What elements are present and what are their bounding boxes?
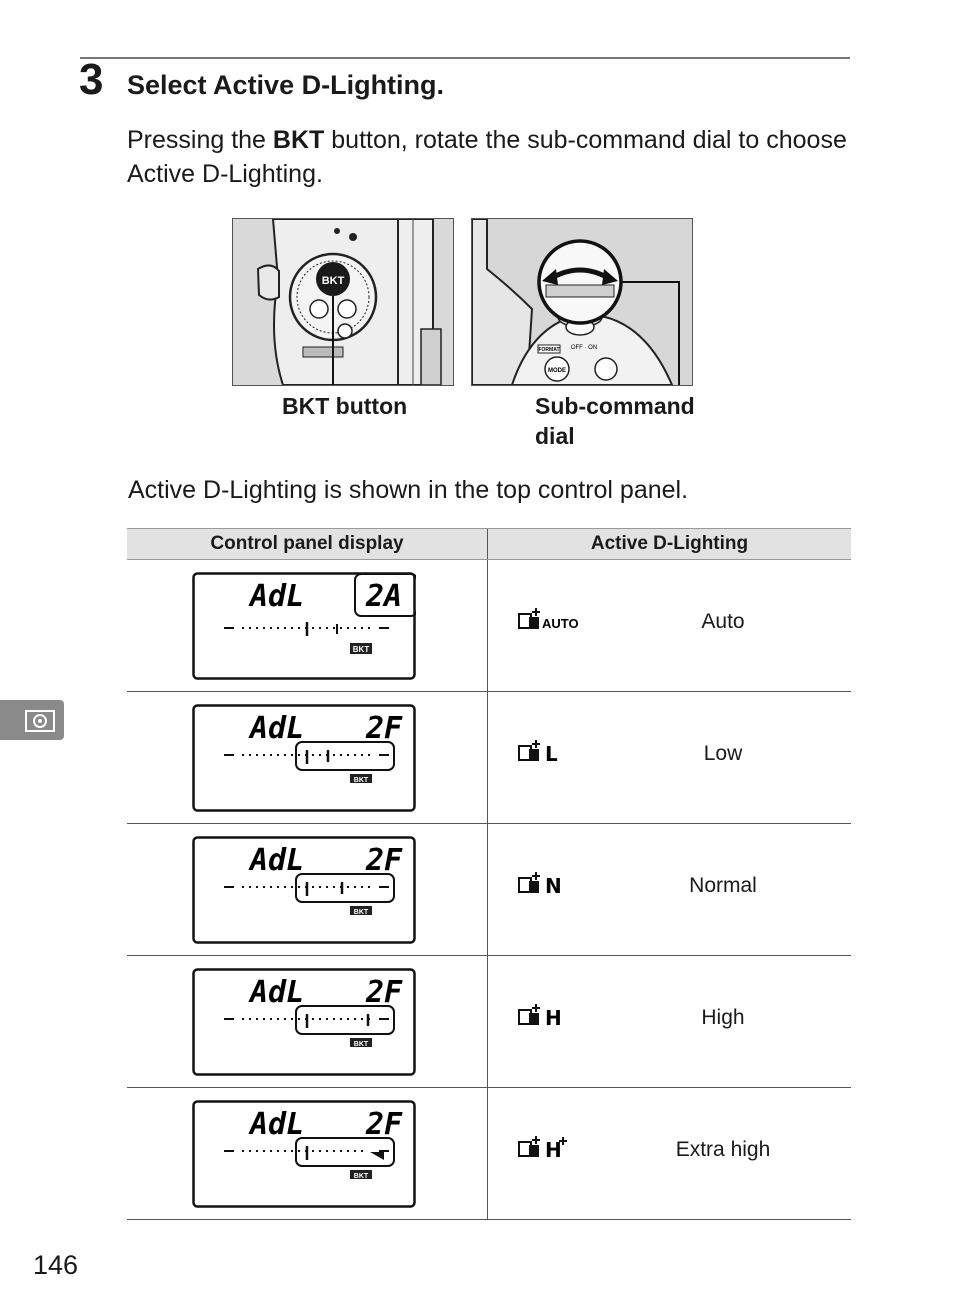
display-cell xyxy=(127,692,488,824)
bkt-key-label: BKT xyxy=(272,126,325,154)
display-cell xyxy=(127,1088,488,1220)
lcd-adl-text: AdL xyxy=(250,1106,305,1142)
step-instructions xyxy=(127,123,847,191)
setting-label: High xyxy=(701,1006,745,1029)
lcd-value-text: 2F xyxy=(366,842,403,878)
lcd-value-text: 2F xyxy=(366,974,403,1010)
lcd-adl-text: AdL xyxy=(250,974,305,1010)
lcd-bkt-indicator: BKT xyxy=(353,908,369,916)
icon-suffix: H xyxy=(545,1138,562,1160)
setting-label: Auto xyxy=(701,610,745,633)
table-row xyxy=(127,692,851,824)
control-panel-lcd xyxy=(192,572,416,680)
icon-suffix: H xyxy=(545,1006,562,1028)
table-header-row xyxy=(127,529,851,560)
display-cell xyxy=(127,824,488,956)
callout-line-1: Sub-command xyxy=(535,393,695,419)
page-number: 146 xyxy=(33,1250,79,1280)
lcd-adl-text: AdL xyxy=(250,842,305,878)
shooting-menu-tab xyxy=(0,700,64,740)
lcd-value-text: 2F xyxy=(366,710,403,746)
sub-command-dial-photo xyxy=(471,218,693,386)
setting-cell xyxy=(488,1088,852,1220)
step-title: Select Active D-Lighting. xyxy=(127,70,445,100)
setting-label: Extra high xyxy=(675,1138,771,1161)
lcd-adl-text: AdL xyxy=(250,578,305,614)
lcd-bkt-indicator: BKT xyxy=(353,776,369,784)
callout-line-2: dial xyxy=(535,423,575,449)
display-cell xyxy=(127,956,488,1088)
setting-cell xyxy=(488,824,852,956)
col-header-display: Control panel display xyxy=(127,529,488,560)
setting-cell xyxy=(488,956,852,1088)
camera-icon xyxy=(0,700,64,740)
bkt-button-callout: BKT button xyxy=(282,393,408,419)
table-row xyxy=(127,824,851,956)
active-d-lighting-extra-high-icon xyxy=(518,1136,608,1160)
bkt-badge: BKT xyxy=(321,275,345,287)
bkt-button-photo xyxy=(232,218,454,386)
active-d-lighting-high-icon xyxy=(518,1004,608,1028)
table-row xyxy=(127,1088,851,1220)
control-panel-lcd xyxy=(192,836,416,944)
control-panel-lcd xyxy=(192,704,416,812)
lcd-adl-text: AdL xyxy=(250,710,305,746)
setting-label: Low xyxy=(703,742,743,765)
lcd-bkt-indicator: BKT xyxy=(353,1172,369,1180)
icon-suffix: AUTO xyxy=(542,616,579,631)
instructions-text-end: button, rotate the sub-command dial to choose Active D-Lighting. xyxy=(127,126,847,188)
lcd-bkt-indicator: BKT xyxy=(352,644,370,654)
lcd-value-text: 2F xyxy=(366,1106,403,1142)
sub-command-dial-callout xyxy=(535,391,695,451)
active-d-lighting-table xyxy=(127,528,851,1220)
header-rule xyxy=(80,57,850,59)
active-d-lighting-low-icon xyxy=(518,740,608,764)
instructions-text-start: Pressing the xyxy=(127,126,273,154)
table-row xyxy=(127,956,851,1088)
lcd-value-text: 2A xyxy=(366,578,403,614)
setting-label: Normal xyxy=(689,874,757,897)
lcd-bkt-indicator: BKT xyxy=(353,1040,369,1048)
control-panel-lcd xyxy=(192,1100,416,1208)
active-d-lighting-auto-icon xyxy=(518,608,608,632)
setting-cell xyxy=(488,692,852,824)
control-panel-lcd xyxy=(192,968,416,1076)
display-cell xyxy=(127,560,488,692)
power-switch-text: OFF · ON xyxy=(570,345,598,351)
mode-badge: MODE xyxy=(548,368,566,374)
format-badge: FORMAT xyxy=(538,347,560,353)
col-header-setting: Active D-Lighting xyxy=(488,529,852,560)
lead-text: Active D-Lighting is shown in the top control panel. xyxy=(128,476,689,504)
table-row xyxy=(127,560,851,692)
setting-cell xyxy=(488,560,852,692)
active-d-lighting-normal-icon xyxy=(518,872,608,896)
icon-suffix: N xyxy=(545,874,562,896)
step-number: 3 xyxy=(79,55,104,104)
icon-suffix: L xyxy=(545,742,558,764)
